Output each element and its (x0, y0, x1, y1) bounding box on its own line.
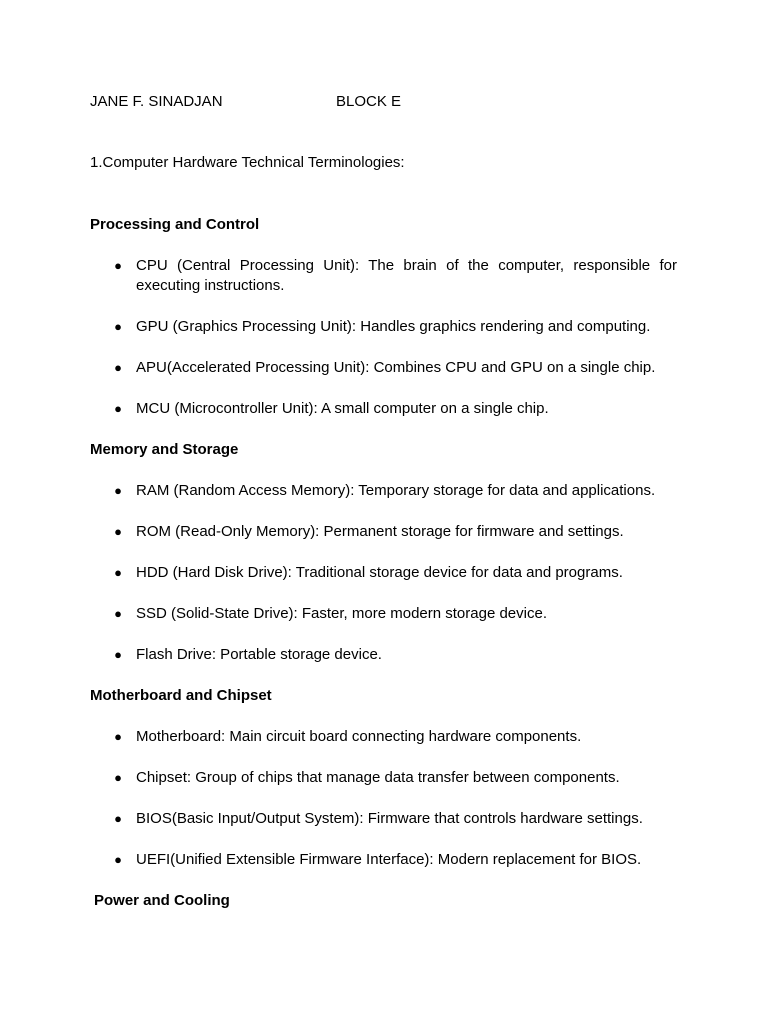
list-item (90, 481, 678, 501)
list-item-text: BIOS(Basic Input/Output System): Firmware that controls hardware settings. (136, 810, 643, 827)
list-item (90, 399, 678, 419)
list-item-text: UEFI(Unified Extensible Firmware Interface): Modern replacement for BIOS. (136, 851, 642, 868)
list-item (90, 727, 678, 747)
bullet-icon: ● (114, 401, 122, 416)
list-item (90, 256, 678, 296)
bullet-icon: ● (114, 811, 122, 826)
section-title-power-and-cooling: Power and Cooling (94, 892, 230, 909)
list-item (90, 850, 678, 870)
list-item-text: Motherboard: Main circuit board connecting hardware components. (136, 728, 582, 745)
list-item-text: RAM (Random Access Memory): Temporary storage for data and applications. (136, 482, 656, 499)
list-item (90, 563, 678, 583)
section-title-motherboard-and-chipset: Motherboard and Chipset (90, 687, 272, 704)
bullet-icon: ● (114, 319, 122, 334)
list-item (90, 358, 678, 378)
list-item-text: CPU (Central Processing Unit): The brain of the computer, responsible for executing instructions. (136, 257, 677, 294)
list-item-text: ROM (Read-Only Memory): Permanent storage for firmware and settings. (136, 523, 624, 540)
document-heading: 1.Computer Hardware Technical Terminologies: (90, 154, 405, 171)
list-item (90, 604, 678, 624)
bullet-icon: ● (114, 524, 122, 539)
bullet-icon: ● (114, 483, 122, 498)
list-item-text: SSD (Solid-State Drive): Faster, more modern storage device. (136, 605, 547, 622)
block-label: BLOCK E (336, 93, 402, 110)
section-title-processing-and-control: Processing and Control (90, 216, 260, 233)
list-item (90, 317, 678, 337)
bullet-icon: ● (114, 647, 122, 662)
bullet-icon: ● (114, 852, 122, 867)
list-item-text: MCU (Microcontroller Unit): A small computer on a single chip. (136, 400, 549, 417)
list-item-text: Flash Drive: Portable storage device. (136, 646, 382, 663)
bullet-icon: ● (114, 770, 122, 785)
list-item-text: Chipset: Group of chips that manage data transfer between components. (136, 769, 620, 786)
bullet-icon: ● (114, 258, 122, 273)
bullet-icon: ● (114, 565, 122, 580)
list-item (90, 522, 678, 542)
document-header (90, 92, 678, 112)
author-name: JANE F. SINADJAN (90, 93, 223, 110)
section-title-memory-and-storage: Memory and Storage (90, 441, 239, 458)
list-item (90, 768, 678, 788)
list-item (90, 809, 678, 829)
list-item-text: APU(Accelerated Processing Unit): Combines CPU and GPU on a single chip. (136, 359, 656, 376)
list-item-text: HDD (Hard Disk Drive): Traditional storage device for data and programs. (136, 564, 623, 581)
bullet-icon: ● (114, 729, 122, 744)
bullet-icon: ● (114, 606, 122, 621)
list-item (90, 645, 678, 665)
list-item-text: GPU (Graphics Processing Unit): Handles graphics rendering and computing. (136, 318, 651, 335)
bullet-icon: ● (114, 360, 122, 375)
